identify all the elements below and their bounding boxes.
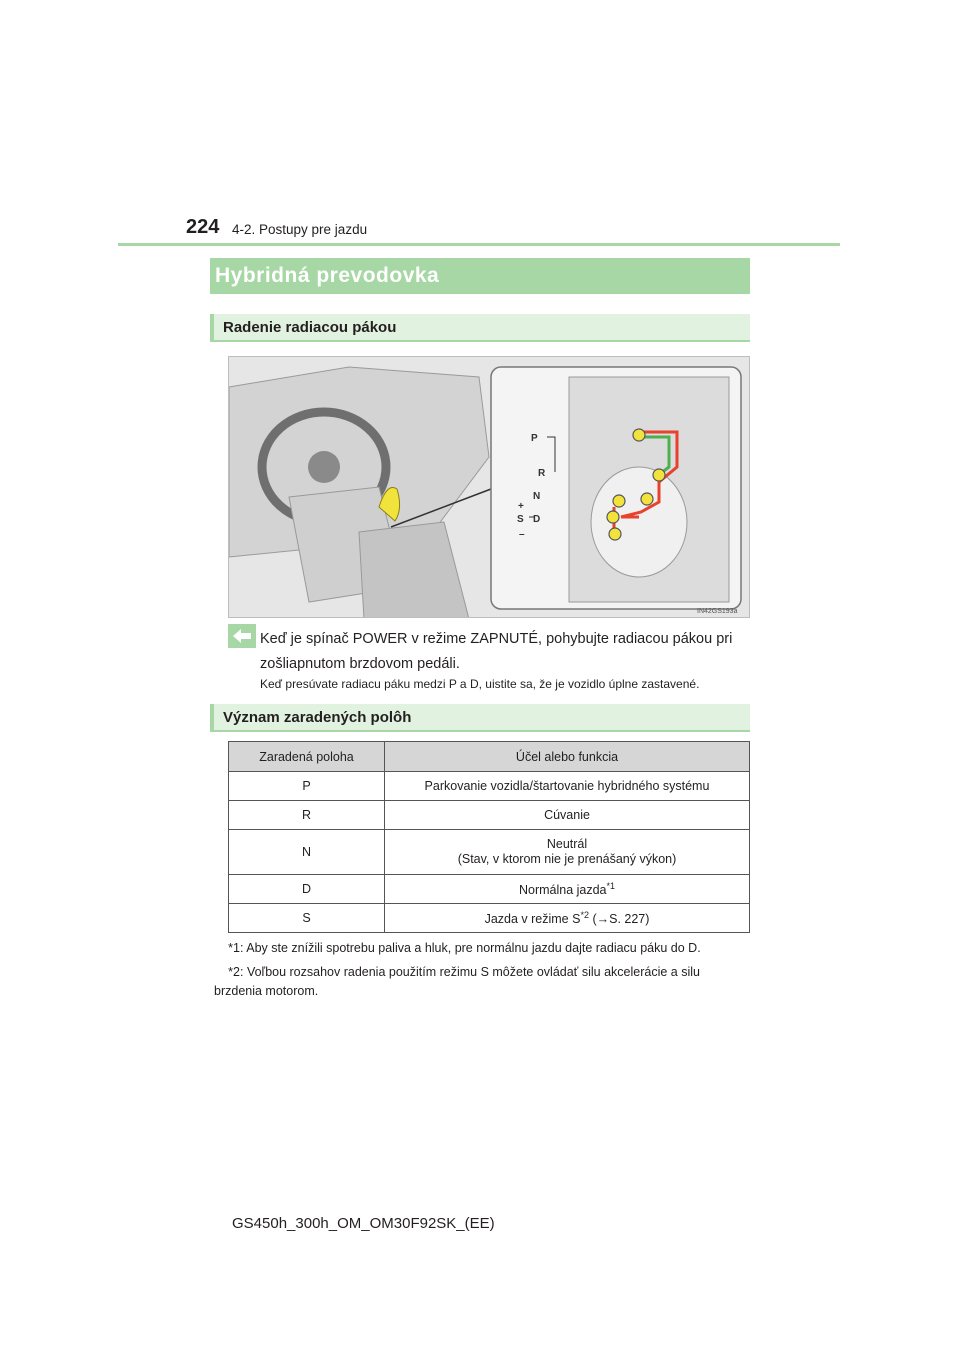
gate-label-d: D <box>533 514 541 525</box>
position-cell: S <box>229 904 385 933</box>
action-arrow-badge <box>228 624 256 648</box>
gate-label-r: R <box>538 468 546 479</box>
function-text: Jazda v režime S <box>484 912 581 927</box>
table-row <box>229 772 750 801</box>
function-cell <box>385 904 750 933</box>
page-title-band <box>210 258 750 294</box>
gate-label-plus: + <box>518 501 524 512</box>
subsection-title: Radenie radiacou pákou <box>223 319 397 336</box>
column-header-position: Zaradená poloha <box>229 742 385 772</box>
footnote-mark: *2 <box>228 965 240 979</box>
footnote-2 <box>214 963 750 1001</box>
function-text: Normálna jazda <box>518 883 607 898</box>
column-header-function: Účel alebo funkcia <box>385 742 750 772</box>
page-title: Hybridná prevodovka <box>215 264 440 287</box>
gate-label-s: S <box>517 514 524 525</box>
function-cell <box>385 830 750 875</box>
footnote-marker: *1 <box>606 880 616 891</box>
gate-label-p: P <box>531 433 538 444</box>
left-arrow-icon <box>228 624 256 648</box>
gate-label-minus: – <box>519 529 525 540</box>
page-number: 224 <box>186 216 220 238</box>
function-cell: Cúvanie <box>385 801 750 830</box>
table-row <box>229 904 750 933</box>
footnote-text: : Voľbou rozsahov radenia použitím režimu S môžete ovládať silu akcelerácie a silu brzdenia motorom. <box>214 965 700 998</box>
footnote-1 <box>214 939 750 958</box>
footnote-marker: *2 <box>580 909 589 920</box>
page-reference-link[interactable]: (→S. 227) <box>592 912 650 927</box>
function-cell: Parkovanie vozidla/štartovanie hybridného systému <box>385 772 750 801</box>
footnote-mark: *1 <box>228 941 240 955</box>
shift-lever-illustration <box>228 356 750 618</box>
table-header-row <box>229 742 750 772</box>
position-cell: D <box>229 875 385 904</box>
position-cell: R <box>229 801 385 830</box>
gate-label-n: N <box>533 491 541 502</box>
position-cell: P <box>229 772 385 801</box>
position-cell: N <box>229 830 385 875</box>
section-breadcrumb: 4-2. Postupy pre jazdu <box>232 222 368 237</box>
shift-positions-table <box>228 741 750 933</box>
illustration-code: IN42GS193a <box>697 608 738 615</box>
subsection-heading-positions <box>210 704 750 732</box>
function-line-1: Neutrál <box>546 837 588 851</box>
table-row <box>229 830 750 875</box>
subsection-heading-shifting <box>210 314 750 342</box>
function-cell <box>385 875 750 904</box>
table-row <box>229 875 750 904</box>
header-divider <box>118 243 840 246</box>
function-line-2: (Stav, v ktorom nie je prenášaný výkon) <box>457 852 677 866</box>
instruction-text: Keď je spínač POWER v režime ZAPNUTÉ, pohybujte radiacou pákou pri zošliapnutom brzdovom pedáli. <box>260 631 733 672</box>
subsection-title: Význam zaradených polôh <box>223 709 412 726</box>
document-code: GS450h_300h_OM_OM30F92SK_(EE) <box>232 1215 495 1232</box>
table-row <box>229 801 750 830</box>
caution-note: Keď presúvate radiacu páku medzi P a D, uistite sa, že je vozidlo úplne zastavené. <box>260 677 700 691</box>
shift-lever-drawing <box>229 357 750 618</box>
footnote-text: : Aby ste znížili spotrebu paliva a hluk, pre normálnu jazdu dajte radiacu páku do D. <box>240 941 701 955</box>
